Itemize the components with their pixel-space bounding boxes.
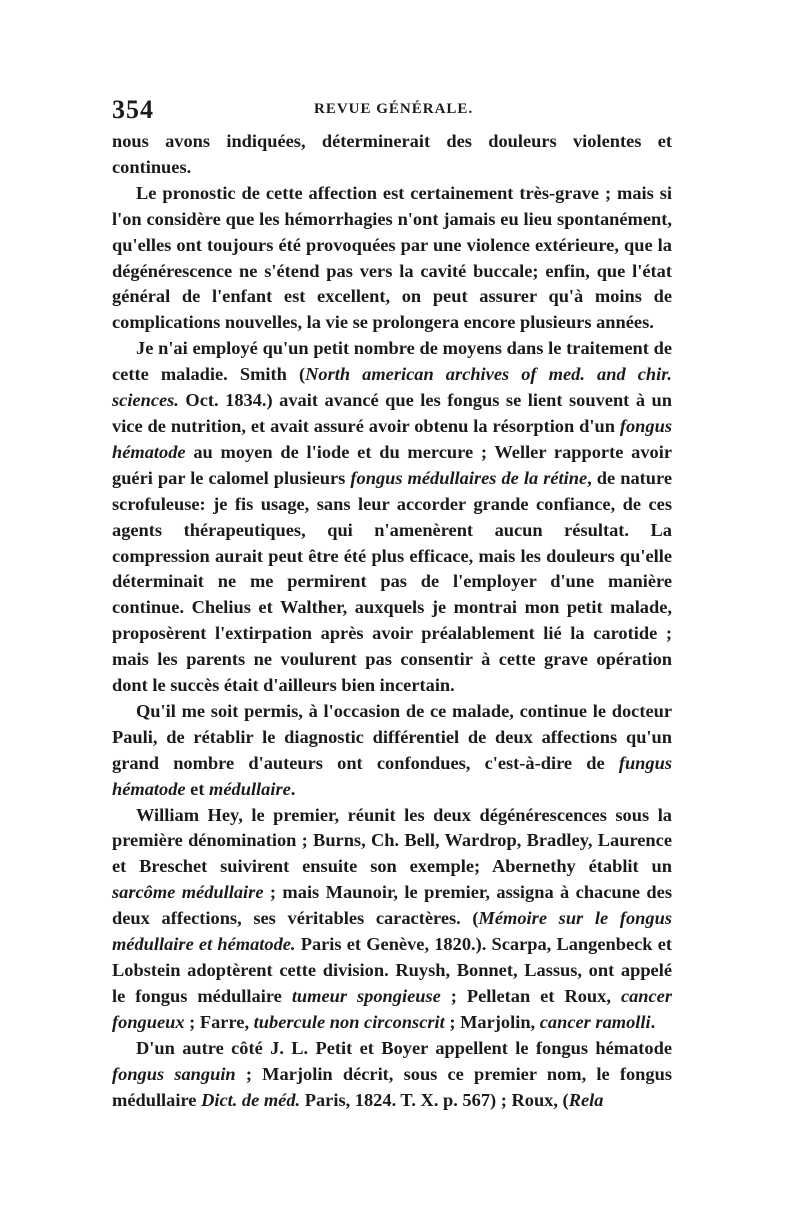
italic-text: sarcôme médullaire bbox=[112, 882, 264, 903]
paragraph bbox=[112, 1036, 672, 1114]
italic-text: Dict. de méd. bbox=[201, 1089, 301, 1110]
book-page bbox=[112, 95, 672, 1113]
paragraph bbox=[112, 181, 672, 336]
italic-text: North american archives of med. and chir. sciences. bbox=[112, 364, 672, 411]
italic-text: fongus sanguin bbox=[112, 1063, 236, 1084]
text-run: Oct. 1834.) avait avancé que les fongus se lient souvent à un vice de nutrition, et avait assuré avoir obtenu la résorption d'un bbox=[112, 390, 672, 436]
paragraph bbox=[112, 803, 672, 1036]
text-run: Paris, 1824. T. X. p. 567) ; Roux, ( bbox=[300, 1089, 569, 1110]
text-run: et bbox=[185, 778, 210, 799]
italic-text: médullaire bbox=[209, 778, 291, 799]
text-run: ; Marjolin décrit, sous ce premier nom, le fongus médullaire bbox=[112, 1063, 672, 1110]
italic-text: Rela bbox=[568, 1089, 604, 1110]
paragraph bbox=[112, 336, 672, 699]
running-title: REVUE GÉNÉRALE. bbox=[314, 101, 474, 117]
text-run: ; mais Maunoir, le premier, assigna à chacune des deux affections, ses véritables caractères. ( bbox=[112, 882, 672, 929]
text-run: Je n'ai employé qu'un petit nombre de moyens dans le traitement de cette maladie. Smith ( bbox=[112, 338, 672, 385]
text-run: Paris et Genève, 1820.). Scarpa, Langenbeck et Lobstein adoptèrent cette division. Ruysh, Bonnet, Lassus, ont appelé le fongus médullaire bbox=[112, 934, 672, 1006]
text-run: ; Farre, bbox=[184, 1011, 254, 1032]
italic-text: fongus médullaires de la rétine bbox=[350, 467, 588, 488]
text-run: . bbox=[650, 1011, 656, 1032]
italic-text: tubercule non circonscrit bbox=[253, 1011, 445, 1032]
italic-text: Mémoire sur le fongus médullaire et hématode. bbox=[112, 908, 672, 955]
text-run: D'un autre côté J. L. Petit et Boyer appellent le fongus hématode bbox=[136, 1037, 672, 1058]
text-run: au moyen de l'iode et du mercure ; Weller rapporte avoir guéri par le calomel plusieurs bbox=[112, 441, 672, 488]
italic-text: cancer ramolli bbox=[539, 1011, 651, 1032]
italic-text: fungus hématode bbox=[112, 752, 672, 799]
italic-text: tumeur spongieuse bbox=[291, 985, 441, 1006]
text-run: ; Pelletan et Roux, bbox=[440, 985, 621, 1006]
italic-text: fongus hématode bbox=[112, 415, 672, 462]
paragraph bbox=[112, 699, 672, 803]
text-run: Le pronostic de cette affection est certainement très-grave ; mais si l'on considère que les hémorrhagies n'ont jamais eu lieu spontanément, qu'elles ont toujours été provoquées par une violence extérieure, que la dégénérescence ne s'étend pas vers la cavité buccale; enfin, que l'état général de l'enfant est excellent, on peut assurer qu'à moins de complications nouvelles, la vie se prolongera encore plusieurs années. bbox=[112, 182, 672, 333]
text-run: William Hey, le premier, réunit les deux dégénérescences sous la première dénomination ; Burns, Ch. Bell, Wardrop, Bradley, Laurence et Breschet suivirent ensuite son exemple; Abernethy établit un bbox=[112, 804, 672, 877]
italic-text: cancer fongueux bbox=[112, 985, 673, 1032]
page-header bbox=[112, 95, 672, 125]
text-run: nous avons indiquées, déterminerait des douleurs violentes et continues. bbox=[112, 131, 672, 177]
text-run: ; Marjolin, bbox=[444, 1011, 540, 1032]
text-run: . bbox=[290, 778, 296, 799]
body-text bbox=[112, 129, 672, 1113]
text-run: Qu'il me soit permis, à l'occasion de ce malade, continue le docteur Pauli, de rétablir le diagnostic différentiel de deux affections qu'un grand nombre d'auteurs ont confondues, c'est-à-dire de bbox=[112, 700, 672, 773]
text-run: , de nature scrofuleuse: je fis usage, sans leur accorder grande confiance, de ces agents thérapeutiques, qui n'amenèrent aucun résultat. La compression aurait peut être été plus efficace, mais les douleurs qu'elle déterminait ne me permirent pas de l'employer d'une manière continue. Chelius et Walther, auxquels je montrai mon petit malade, proposèrent l'extirpation après avoir préalablement lié la carotide ; mais les parents ne voulurent pas consentir à cette grave opération dont le succès était d'ailleurs bien incertain. bbox=[112, 467, 673, 696]
page-number: 354 bbox=[112, 95, 154, 124]
paragraph bbox=[112, 129, 672, 181]
